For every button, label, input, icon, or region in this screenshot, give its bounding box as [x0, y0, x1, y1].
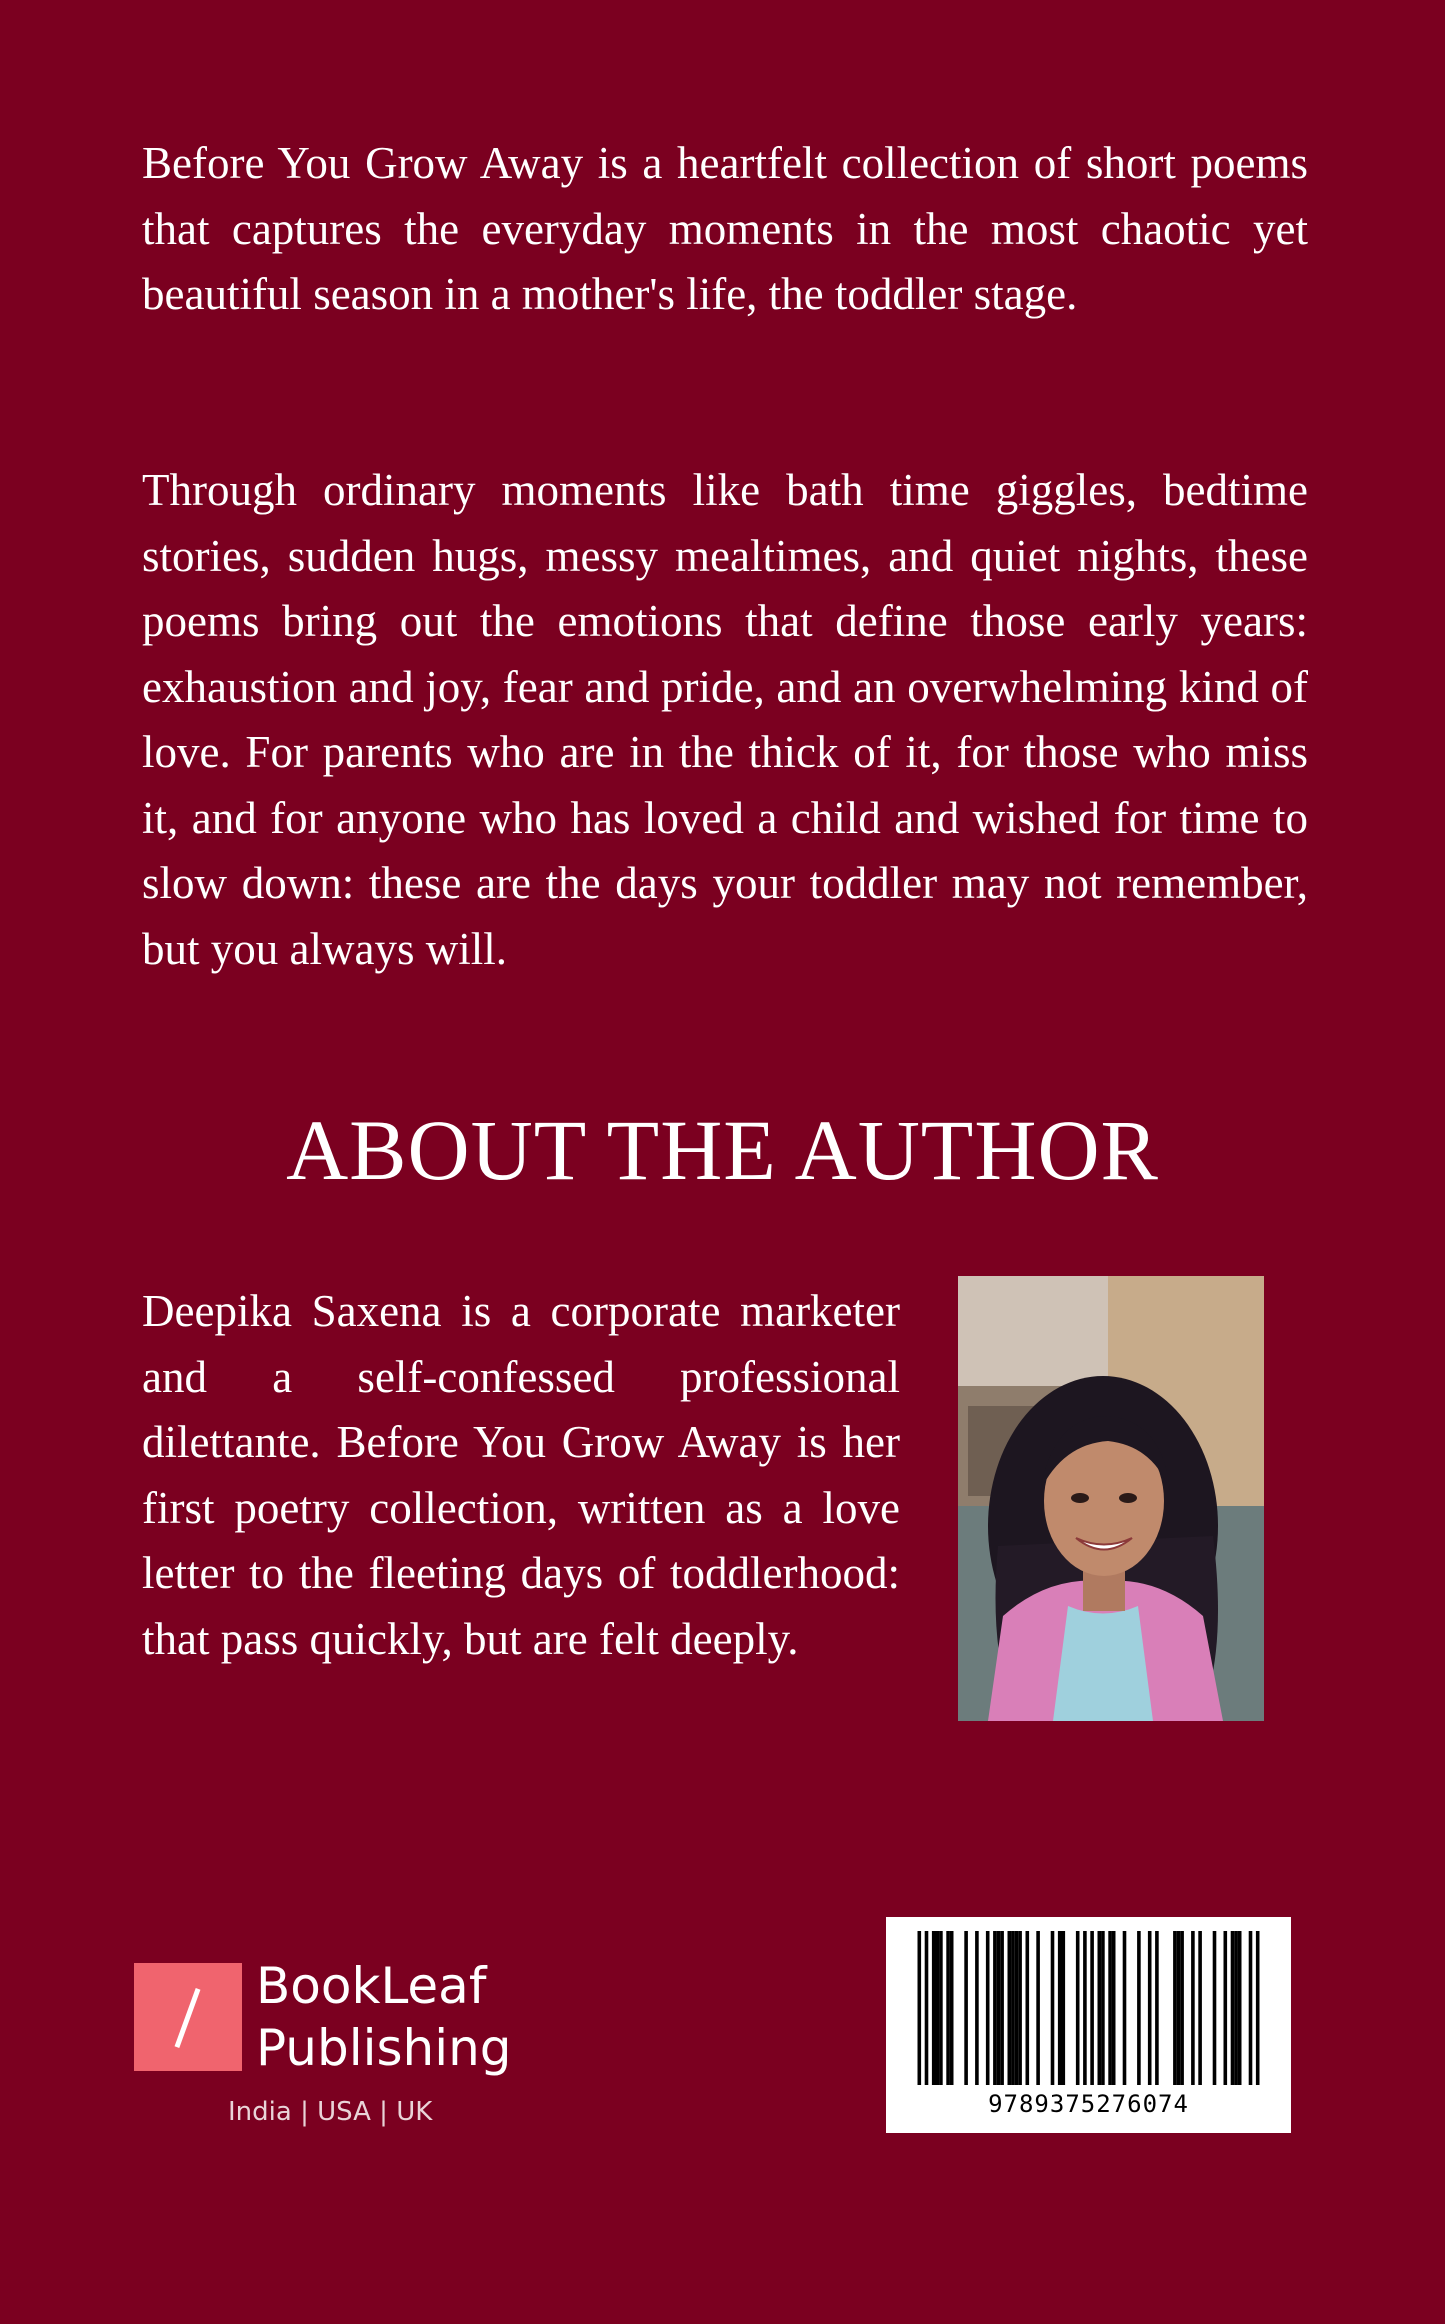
barcode-bar [932, 1931, 936, 2085]
blurb-paragraph-2: Through ordinary moments like bath time giggles, bedtime stories, sudden hugs, messy mealtimes, and quiet nights, these poems bring out the emotions that define those early years: exhaustion and joy, fear and pride, and an overwhelming kind of love. For parents who are in the thick of it, for those who miss it, and for anyone who has loved a child and wished for time to slow down: these are the days your toddler may not remember, but you always will. [142, 465, 1308, 974]
barcode-bar [1191, 1931, 1195, 2085]
slash-icon [175, 1988, 201, 2048]
barcode-bar [1112, 1931, 1116, 2085]
barcode-bar [1083, 1931, 1087, 2085]
barcode-bar [1173, 1931, 1177, 2085]
barcode-bar [1137, 1931, 1141, 2085]
barcode-bar [1076, 1931, 1080, 2085]
barcode-bar [1062, 1931, 1066, 2085]
barcode-bar [1180, 1931, 1184, 2085]
barcode-bar [964, 1931, 968, 2085]
publisher-name [256, 1955, 512, 2079]
barcode-bar [1101, 1931, 1105, 2085]
barcode-bar [1256, 1931, 1260, 2085]
isbn-number: 9789375276074 [988, 2090, 1189, 2118]
barcode-bar [1000, 1931, 1004, 2085]
publisher-logo-mark [134, 1963, 242, 2071]
publisher-name-line-2: Publishing [256, 2019, 512, 2077]
barcode-bar [1231, 1931, 1235, 2085]
barcode-bar [1015, 1931, 1019, 2085]
barcode-bar [997, 1931, 1001, 2085]
barcode-bar [1123, 1931, 1127, 2085]
barcode-bar [986, 1931, 990, 2085]
barcode-bar [1155, 1931, 1159, 2085]
barcode-bar [1148, 1931, 1152, 2085]
author-portrait-illustration [958, 1276, 1264, 1721]
barcode-bar [1026, 1931, 1030, 2085]
barcode-bar [1058, 1931, 1062, 2085]
barcode-bar [1198, 1931, 1202, 2085]
barcode-bar [925, 1931, 929, 2085]
author-bio: Deepika Saxena is a corporate marketer and a self-confessed professional dilettante. Before You Grow Away is her first poetry collection, written as a love letter to the fleeting days of toddlerhood: that pass quickly, but are felt deeply. [142, 1286, 900, 1664]
barcode-bar [918, 1931, 922, 2085]
about-author-heading: ABOUT THE AUTHOR [286, 1102, 1159, 1198]
barcode-bar [1098, 1931, 1102, 2085]
barcode-bar [1018, 1931, 1022, 2085]
barcode-bar [1234, 1931, 1238, 2085]
barcode-bar [936, 1931, 940, 2085]
barcode-bar [1238, 1931, 1242, 2085]
barcode-bar [993, 1931, 997, 2085]
barcode-bar [975, 1931, 979, 2085]
barcode-bar [1224, 1931, 1228, 2085]
barcode-bar [1090, 1931, 1094, 2085]
barcode-bar [1177, 1931, 1181, 2085]
barcode-bar [950, 1931, 954, 2085]
barcode-bar [1011, 1931, 1015, 2085]
author-photo [958, 1276, 1264, 1721]
blurb-paragraph-1: Before You Grow Away is a heartfelt collection of short poems that captures the everyday moments in the most chaotic yet beautiful season in a mother's life, the toddler stage. [142, 138, 1308, 319]
publisher-name-line-1: BookLeaf [256, 1957, 487, 2015]
publisher-logo [134, 1957, 554, 2133]
barcode-bar [1108, 1931, 1112, 2085]
barcode-bar [1051, 1931, 1055, 2085]
barcode-bar [946, 1931, 950, 2085]
barcode-bar [939, 1931, 943, 2085]
barcode-bar [1249, 1931, 1253, 2085]
isbn-barcode [886, 1917, 1291, 2133]
barcode-bar [1036, 1931, 1040, 2085]
publisher-regions: India | USA | UK [228, 2097, 433, 2127]
barcode-bar [1213, 1931, 1217, 2085]
barcode-bar [1008, 1931, 1012, 2085]
